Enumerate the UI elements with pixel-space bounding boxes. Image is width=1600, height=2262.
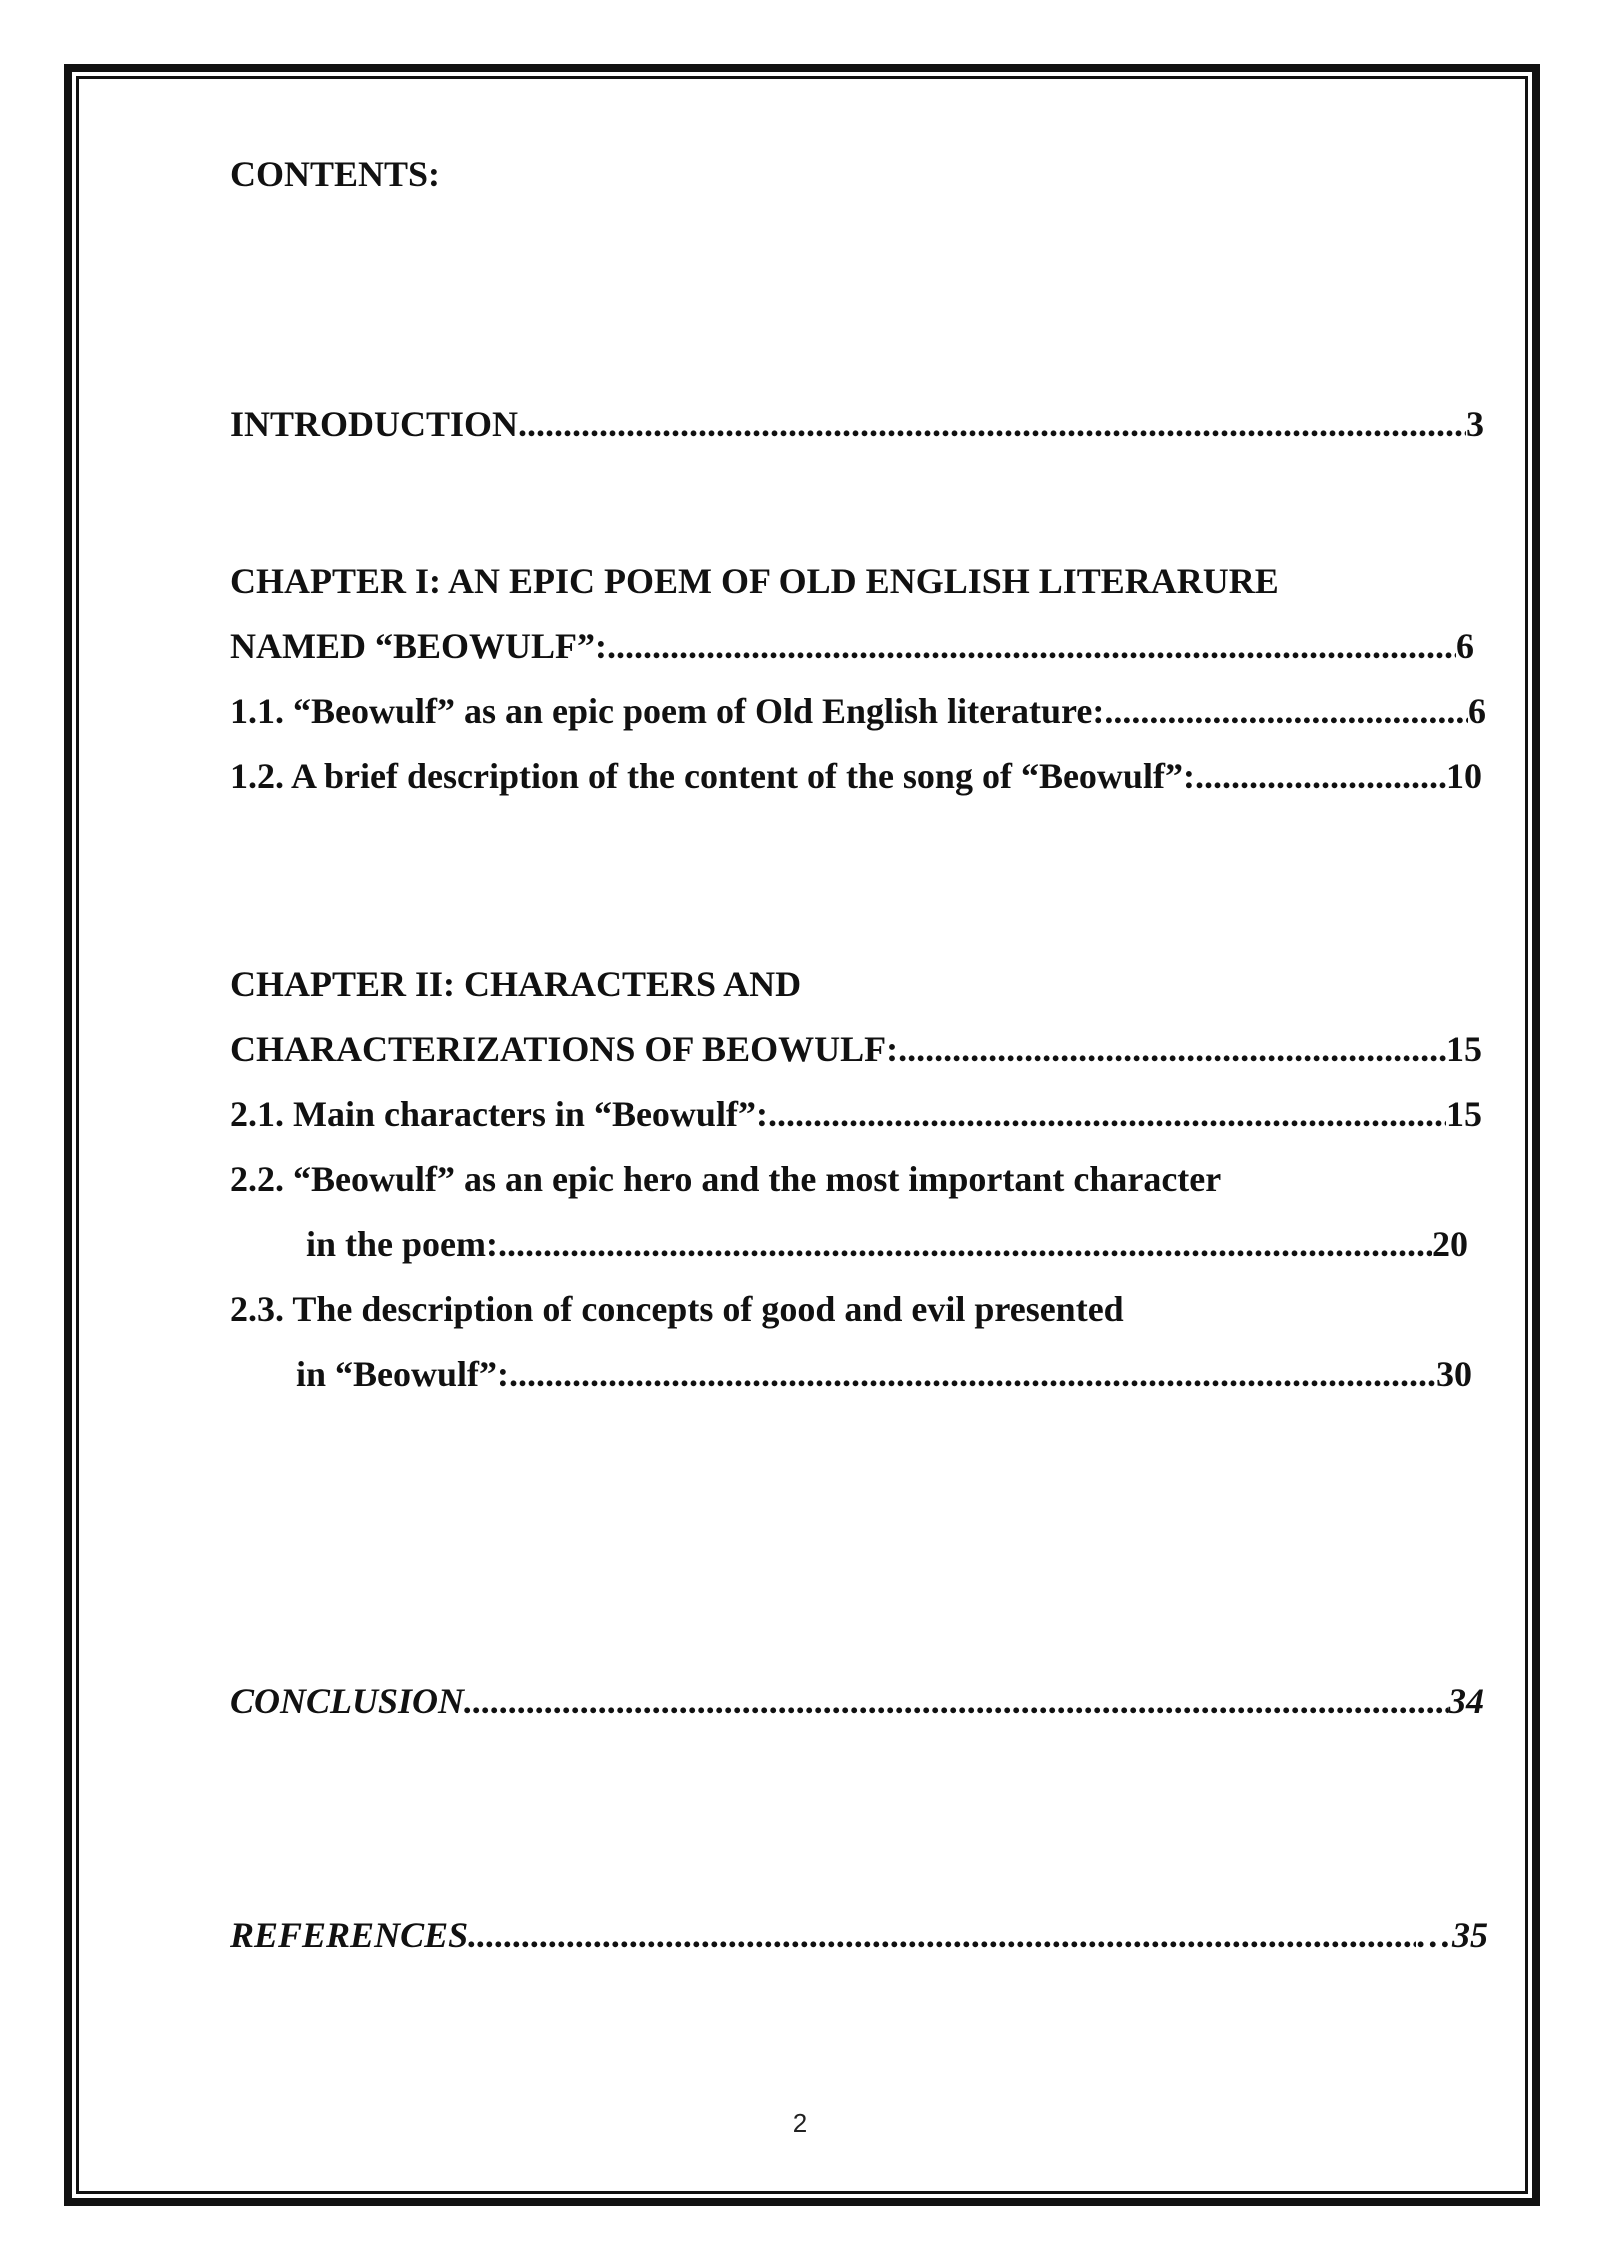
toc-entry-section-1-1[interactable] bbox=[230, 689, 1486, 733]
toc-page-number: 34 bbox=[1448, 1681, 1484, 1721]
toc-entry-label: 1.1. “Beowulf” as an epic poem of Old English literature: bbox=[230, 691, 1105, 731]
dot-leader bbox=[1104, 689, 1468, 733]
page-number: 2 bbox=[792, 2108, 808, 2138]
toc-page-number: 15 bbox=[1446, 1029, 1482, 1069]
toc-page-number: 20 bbox=[1432, 1224, 1468, 1264]
toc-entry-label: 1.2. A brief description of the content of the song of “Beowulf”: bbox=[230, 756, 1195, 796]
toc-chapter-1-title[interactable]: CHAPTER I: AN EPIC POEM OF OLD ENGLISH LITERARURE bbox=[230, 561, 1279, 601]
toc-entry-label: REFERENCES bbox=[230, 1915, 469, 1955]
toc-page-number: 6 bbox=[1456, 626, 1474, 666]
toc-entry-label: CHARACTERIZATIONS OF BEOWULF: bbox=[230, 1029, 899, 1069]
toc-page-number: 30 bbox=[1436, 1354, 1472, 1394]
toc-entry-chapter-2[interactable] bbox=[230, 1027, 1482, 1071]
dot-leader bbox=[518, 402, 1466, 446]
toc-entry-label: 2.1. Main characters in “Beowulf”: bbox=[230, 1094, 768, 1134]
dot-leader bbox=[509, 1352, 1436, 1396]
contents-heading: CONTENTS: bbox=[230, 154, 441, 194]
dot-leader bbox=[607, 624, 1456, 668]
dot-leader bbox=[464, 1679, 1448, 1723]
toc-page-number: 10 bbox=[1446, 756, 1482, 796]
toc-entry-label: CONCLUSION bbox=[230, 1681, 465, 1721]
toc-page-number: 15 bbox=[1446, 1094, 1482, 1134]
toc-entry-label: INTRODUCTION bbox=[230, 404, 519, 444]
toc-page-number: 3 bbox=[1466, 404, 1484, 444]
toc-entry-conclusion[interactable] bbox=[230, 1679, 1484, 1723]
toc-chapter-2-title[interactable]: CHAPTER II: CHARACTERS AND bbox=[230, 964, 802, 1004]
toc-entry-section-2-1[interactable] bbox=[230, 1092, 1482, 1136]
toc-entry-section-1-2[interactable] bbox=[230, 754, 1482, 798]
dot-leader bbox=[498, 1222, 1432, 1266]
toc-page-number: 6 bbox=[1468, 691, 1486, 731]
toc-entry-label: in “Beowulf”: bbox=[296, 1354, 510, 1394]
toc-entry-section-2-2[interactable] bbox=[306, 1222, 1468, 1266]
toc-entry-label: NAMED “BEOWULF”: bbox=[230, 626, 607, 666]
toc-entry-chapter-1[interactable] bbox=[230, 624, 1474, 668]
toc-entry-introduction[interactable] bbox=[230, 402, 1484, 446]
dot-leader bbox=[468, 1913, 1416, 1957]
toc-section-2-3-title[interactable]: 2.3. The description of concepts of good and evil presented bbox=[230, 1289, 1124, 1329]
toc-entry-section-2-3[interactable] bbox=[296, 1352, 1472, 1396]
dot-leader bbox=[898, 1027, 1446, 1071]
dot-leader bbox=[1195, 754, 1446, 798]
toc-section-2-2-title[interactable]: 2.2. “Beowulf” as an epic hero and the most important character bbox=[230, 1159, 1222, 1199]
toc-page-number: …35 bbox=[1416, 1915, 1488, 1955]
dot-leader bbox=[768, 1092, 1446, 1136]
toc-entry-references[interactable] bbox=[230, 1913, 1488, 1957]
toc-entry-label: in the poem: bbox=[306, 1224, 498, 1264]
